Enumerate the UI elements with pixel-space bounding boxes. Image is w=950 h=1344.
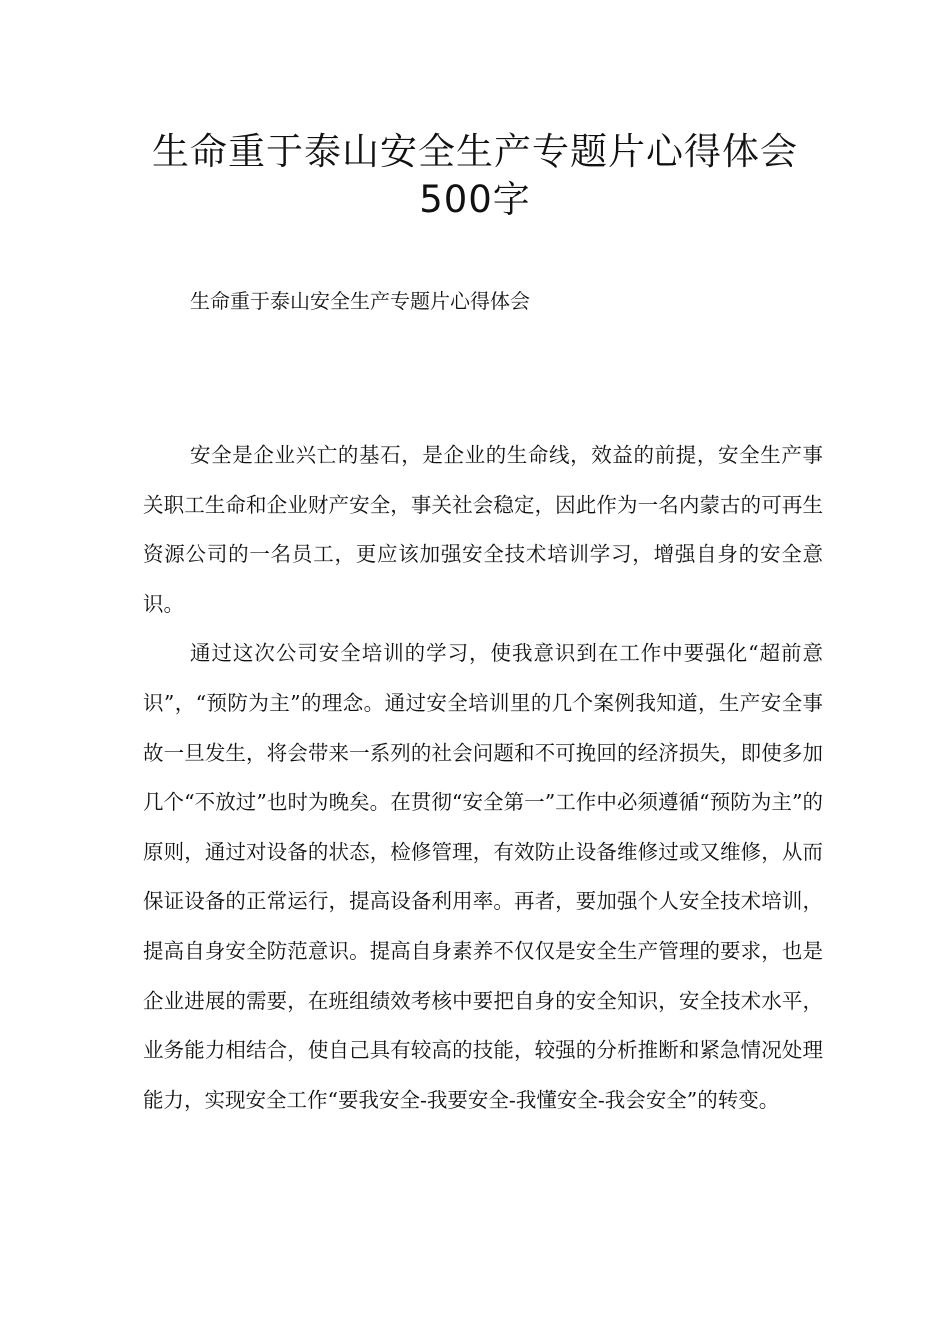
document-subtitle: 生命重于泰山安全生产专题片心得体会 (190, 289, 530, 313)
document-body (143, 431, 823, 1125)
body-paragraph-2: 通过这次公司安全培训的学习，使我意识到在工作中要强化“超前意识”，“预防为主”的理念。通过安全培训里的几个案例我知道，生产安全事故一旦发生，将会带来一系列的社会问题和不可挽回的经济损失，即使多加几个“不放过”也时为晚矣。在贯彻“安全第一”工作中必须遵循“预防为主”的原则，通过对设备的状态，检修管理，有效防止设备维修过或又维修，从而保证设备的正常运行，提高设备利用率。再者，要加强个人安全技术培训，提高自身安全防范意识。提高自身素养不仅仅是安全生产管理的要求，也是企业进展的需要，在班组绩效考核中要把自身的安全知识，安全技术水平，业务能力相结合，使自己具有较高的技能，较强的分析推断和紧急情况处理能力，实现安全工作“要我安全-我要安全-我懂安全-我会安全”的转变。 (143, 641, 823, 1112)
document-title-line-1: 生命重于泰山安全生产专题片心得体会 (152, 130, 798, 173)
document-title (100, 128, 850, 224)
document-title-line-2: 500字 (419, 178, 531, 221)
body-paragraph-1: 安全是企业兴亡的基石，是企业的生命线，效益的前提，安全生产事关职工生命和企业财产安全，事关社会稳定，因此作为一名内蒙古的可再生资源公司的一名员工，更应该加强安全技术培训学习，增强自身的安全意识。 (143, 443, 823, 616)
